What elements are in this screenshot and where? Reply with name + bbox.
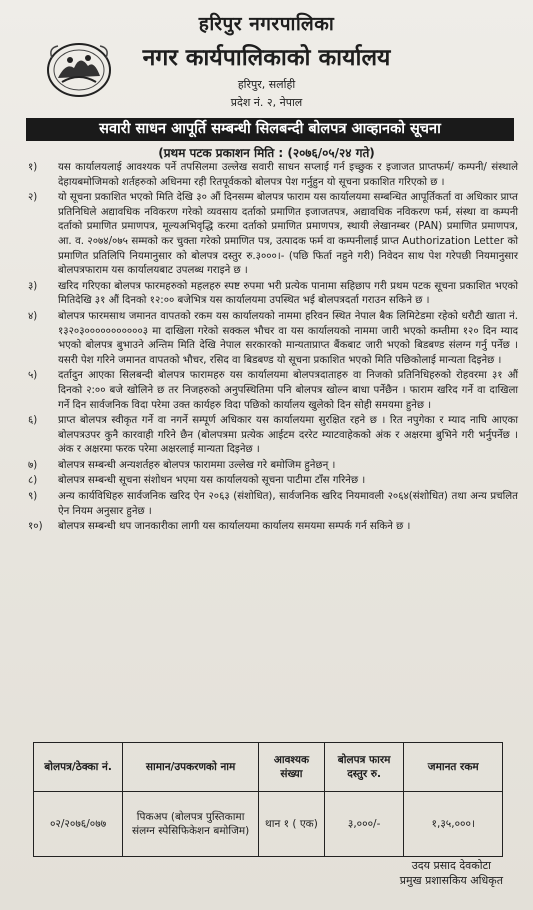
bid-details-table bbox=[33, 742, 503, 857]
column-header: आवश्यक संख्या bbox=[259, 743, 325, 792]
office-name: नगर कार्यपालिकाको कार्यालय bbox=[142, 45, 391, 71]
item-text: बोलपत्र सम्बन्धी सूचना संशोधन भएमा यस कार्यालयको सूचना पाटीमा टाँस गरिनेछ । bbox=[58, 475, 366, 487]
item-number: ३) bbox=[28, 280, 38, 292]
item-number: २) bbox=[28, 192, 38, 204]
item-text: दर्तादुन आएका सिलबन्दी बोलपत्र फारामहरु यस कार्यालयमा बोलपत्रदाताहरु वा निजको प्रतिनिधिहरुको रोहवरमा ३१ औं दिनको २:०० बजे खोलिने छ तर निजहरुको अनुपस्थितिमा पनि बोलपत्र खोल्न बाधा पर्नेछैन । फाराम खरिद गर्ने वा दाखिला गर्ने दिन सार्वजनिक विदा परेमा उक्त कार्यहरु विदा पछिको कार्यालय खुलेको दिन सोही समयमा हुनेछ । bbox=[58, 370, 518, 411]
column-header: बोलपत्र/ठेक्का नं. bbox=[34, 743, 123, 792]
signatory-name: उदय प्रसाद देवकोटा bbox=[411, 859, 491, 872]
bid-security-cell: १,३५,०००। bbox=[404, 792, 503, 857]
notice-item bbox=[22, 191, 518, 279]
quantity-cell: थान १ ( एक) bbox=[259, 792, 325, 857]
municipality-name: हरिपुर नगरपालिका bbox=[198, 13, 335, 35]
item-number: ६) bbox=[28, 415, 38, 427]
item-text: बोलपत्र फारमसाथ जमानत वापतको रकम यस कार्यालयको नाममा हरिवन स्थित नेपाल बैक लिमिटेडमा रहेको धरौटी खाता नं. १३२०३०००००००००००३ मा दाखिला गरेको सक्कल भौचर वा यस कार्यालयको नाममा जारी भएको कम्तीमा १२० दिन म्याद भएको बोलपत्र बुभाउने अन्तिम मिति देखि नेपाल सरकारको मान्यताप्राप्त बैंकबाट जारी भएको बिडबण्ड संलग्न गर्नु पर्नेछ । यसरी पेश गरिने जमानत वापतको भौचर, रसिद वा बिडबण्ड यो सूचना प्रकाशित भएको मिति पछिकोलाई मान्यता दिइनेछ । bbox=[58, 310, 518, 366]
item-number: ४) bbox=[28, 310, 38, 322]
item-number: ५) bbox=[28, 370, 38, 382]
signatory-designation: प्रमुख प्रशासकिय अधिकृत bbox=[399, 874, 503, 887]
notice-item bbox=[22, 310, 518, 368]
table-header-row bbox=[34, 743, 503, 792]
province-line: प्रदेश नं. २, नेपाल bbox=[230, 96, 303, 109]
signature-block bbox=[400, 858, 503, 888]
office-location: हरिपुर, सर्लाही bbox=[237, 78, 296, 91]
table-row bbox=[34, 792, 503, 857]
item-number: ९) bbox=[28, 491, 38, 503]
notice-item bbox=[22, 369, 518, 413]
item-name-cell: पिकअप (बोलपत्र पुस्तिकामा संलग्न स्पेसिफिकेशन बमोजिम) bbox=[123, 792, 259, 857]
column-header: जमानत रकम bbox=[404, 743, 503, 792]
notice-item bbox=[22, 520, 518, 535]
item-text: बोलपत्र सम्बन्धी अन्यशर्तहरु बोलपत्र फाराममा उल्लेख गरे बमोजिम हुनेछन् । bbox=[58, 459, 336, 471]
notice-items bbox=[22, 161, 518, 536]
item-text: बोलपत्र सम्बन्धी थप जानकारीका लागी यस कार्यालयमा कार्यालय समयमा सम्पर्क गर्न सकिने छ । bbox=[58, 521, 411, 533]
notice-item bbox=[22, 474, 518, 489]
column-header: सामान/उपकरणको नाम bbox=[123, 743, 259, 792]
item-text: यस कार्यालयलाई आवश्यक पर्ने तपसिलमा उल्लेख सवारी साधन सप्लाई गर्न इच्छुक र इजाजत प्राप्तफर्म/ कम्पनी/ संस्थाले देहायबमोजिमको शर्तहरुको अधिनमा रही रितपूर्वकको बोलपत्र पेश गर्नुहुन यो सूचना प्रकाशित गरिएको छ । bbox=[58, 162, 518, 188]
column-header: बोलपत्र फारम दस्तुर रु. bbox=[324, 743, 404, 792]
publication-date: (प्रथम पटक प्रकाशन मिति : (२०७६/०५/२४ गते) bbox=[158, 146, 375, 160]
item-number: १०) bbox=[28, 521, 43, 533]
item-number: १) bbox=[28, 162, 38, 173]
item-text: अन्य कार्यविधिहरु सार्वजनिक खरिद ऐन २०६३ (संशोधित), सार्वजनिक खरिद नियमावली २०६४(संशोधित) तथा अन्य प्रचलित ऐन नियम अनुसार हुनेछ । bbox=[58, 491, 518, 517]
notice-item bbox=[22, 280, 518, 309]
form-fee-cell: ३,०००/- bbox=[324, 792, 404, 857]
letterhead bbox=[0, 0, 533, 118]
notice-item bbox=[22, 414, 518, 458]
notice-title-banner: सवारी साधन आपूर्ति सम्बन्धी सिलबन्दी बोलपत्र आव्हानको सूचना bbox=[26, 118, 514, 141]
notice-item bbox=[22, 161, 518, 190]
item-number: ८) bbox=[28, 475, 38, 487]
item-text: खरिद गरिएका बोलपत्र फारमहरुको महलहरु स्पष्ट रुपमा भरी प्रत्येक पानामा सहिछाप गरी प्रथम पटक सूचना प्रकाशित भएको मितिदेखि ३१ औं दिनको १२:०० बजेभित्र यस कार्यालयमा उपस्थित भई बोलपत्रदर्ता गराउन सकिने छ । bbox=[58, 280, 518, 307]
item-text: प्राप्त बोलपत्र स्वीकृत गर्ने वा नगर्ने सम्पूर्ण अधिकार यस कार्यालयमा सुरक्षित रहने छ । रित नपुगेका र म्याद नाघि आएका बोलपत्रउपर कुनै कारवाही गरिने छैन (बोलपत्रमा प्रत्येक आईटम दररेट म्याटवाहेकको अंक र अक्षरमा बुभिने गरी भर्नुपर्नेछ । अंक र अक्षरमा फरक परेमा अक्षरलाई मान्यता दिइनेछ । bbox=[58, 415, 518, 456]
notice-item bbox=[22, 490, 518, 519]
item-text: यो सूचना प्रकाशित भएको मिति देखि ३० औं दिनसम्म बोलपत्र फाराम यस कार्यालयमा सम्बन्धित आपूर्तिकर्ता वा अधिकार प्राप्त प्रतिनिधिले अद्यावधिक नविकरण गरेको व्यवसाय दर्ताको प्रमाणित इजाजतपत्र, अद्यावधिक नविकरण फर्म, संस्था वा कम्पनी दर्ताको प्रमाणित प्रमाणपत्र, मूल्यअभिवृद्धि करमा दर्ताको प्रमाणित प्रमाणपत्र, स्थायी लेखानम्बर (PAN) प्रमाणित प्रमाणपत्र, आ. व. २०७४/०७५ सम्मको कर चुक्ता गरेको प्रमाणित पत्र, उत्पादक फर्म वा कम्पनीलाई प्राप्त Authorization Letter को प्रमाणित प्रतिलिपि नियमानुसार को बोलपत्र दस्तुर रु.३०००।- (पछि फिर्ता नहुने गरी) निवेदन साथ पेश गरेपछी नियमानुसार बोलपत्रफाराम यस कार्यालयबाट उपलब्ध गराइने छ । bbox=[58, 192, 518, 277]
notice-item bbox=[22, 459, 518, 474]
item-number: ७) bbox=[28, 459, 38, 471]
bid-number-cell: ०२/२०७६/०७७ bbox=[34, 792, 123, 857]
